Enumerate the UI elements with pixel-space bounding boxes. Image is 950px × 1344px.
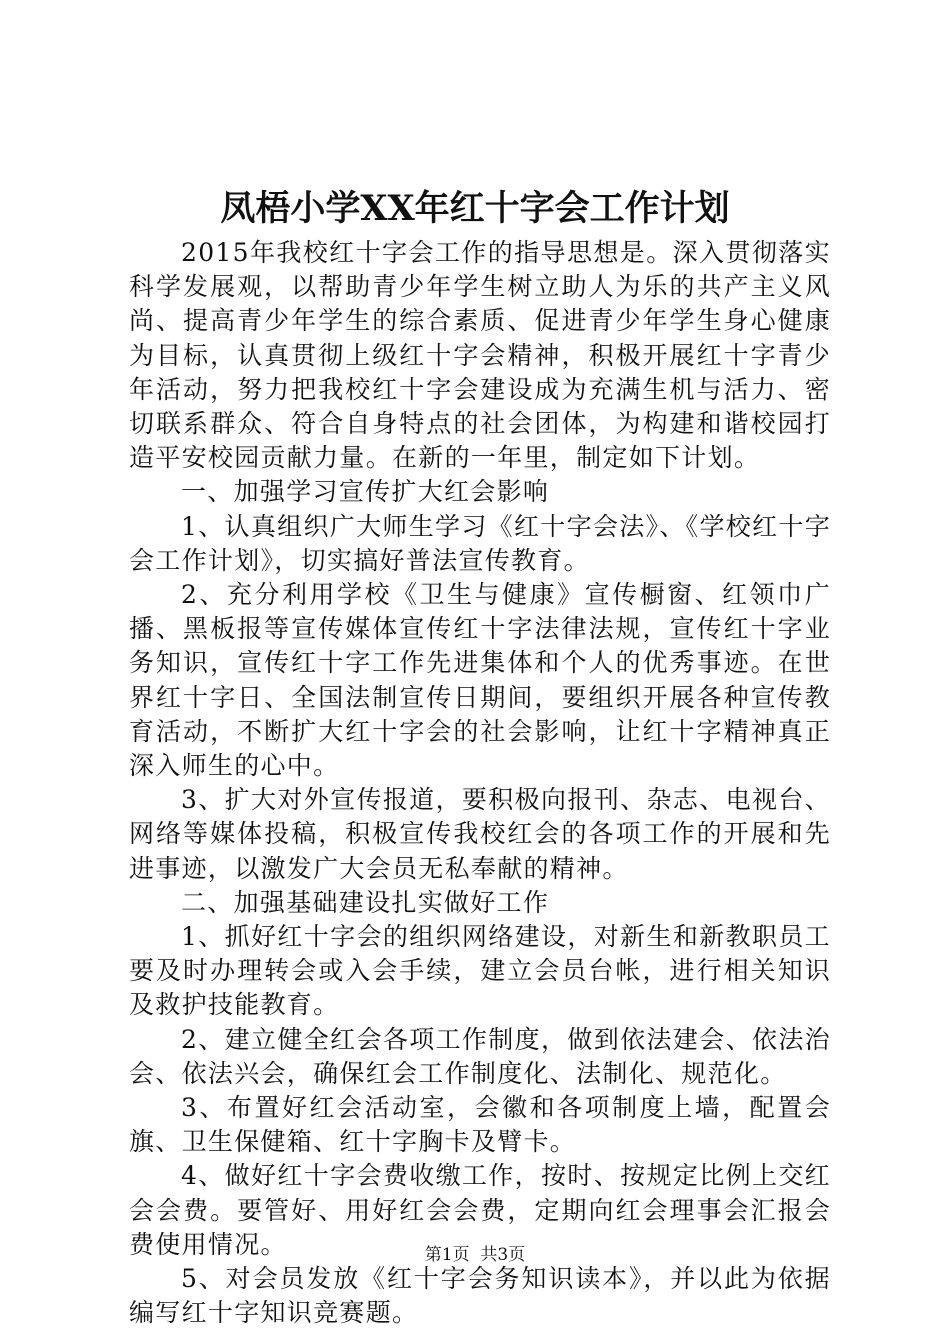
paragraph-guiding-thought: 2015年我校红十字会工作的指导思想是。深入贯彻落实科学发展观，以帮助青少年学生树立助人为乐的共产主义风尚、提高青少年学生的综合素质、促进青少年学生身心健康为目标，认真贯彻上级红十字会精神，积极开展红十字青少年活动，努力把我校红十字会建设成为充满生机与活力、密切联系群众、符合自身特点的社会团体，为构建和谐校园打造平安校园贡献力量。在新的一年里，制定如下计划。	[129, 238, 831, 473]
section-heading-1: 一、加强学习宣传扩大红会影响	[181, 477, 550, 507]
paragraph-item: 3、布置好红会活动室，会徽和各项制度上墙，配置会旗、卫生保健箱、红十字胸卡及臂卡。	[129, 1093, 831, 1157]
section-heading-2: 二、加强基础建设扎实做好工作	[181, 887, 550, 917]
document-body	[129, 236, 831, 1331]
page-footer	[0, 1243, 950, 1267]
paragraph-item: 2、充分利用学校《卫生与健康》宣传橱窗、红领巾广播、黑板报等宣传媒体宣传红十字法律法规，宣传红十字业务知识，宣传红十字工作先进集体和个人的优秀事迹。在世界红十字日、全国法制宣传日期间，要组织开展各种宣传教育活动，不断扩大红十字会的社会影响，让红十字精神真正深入师生的心中。	[129, 580, 831, 781]
document-title: 凤梧小学XX年红十字会工作计划	[220, 188, 730, 229]
paragraph-item: 5、对会员发放《红十字会务知识读本》，并以此为依据编写红十字知识竞赛题。	[129, 1264, 831, 1328]
paragraph-item: 1、认真组织广大师生学习《红十字会法》、《学校红十字会工作计划》，切实搞好普法宣传教育。	[129, 511, 831, 575]
paragraph-item: 2、建立健全红会各项工作制度，做到依法建会、依法治会、依法兴会，确保红会工作制度化、法制化、规范化。	[129, 1024, 831, 1088]
page-number: 第1页	[424, 1245, 470, 1265]
paragraph-item: 4、做好红十字会费收缴工作，按时、按规定比例上交红会会费。要管好、用好红会会费，定期向红会理事会汇报会费使用情况。	[129, 1161, 831, 1259]
page-total: 共3页	[480, 1245, 526, 1265]
paragraph-item: 3、扩大对外宣传报道，要积极向报刊、杂志、电视台、网络等媒体投稿，积极宣传我校红会的各项工作的开展和先进事迹，以激发广大会员无私奉献的精神。	[129, 785, 831, 883]
paragraph-item: 1、抓好红十字会的组织网络建设，对新生和新教职员工要及时办理转会或入会手续，建立会员台帐，进行相关知识及救护技能教育。	[129, 922, 831, 1020]
